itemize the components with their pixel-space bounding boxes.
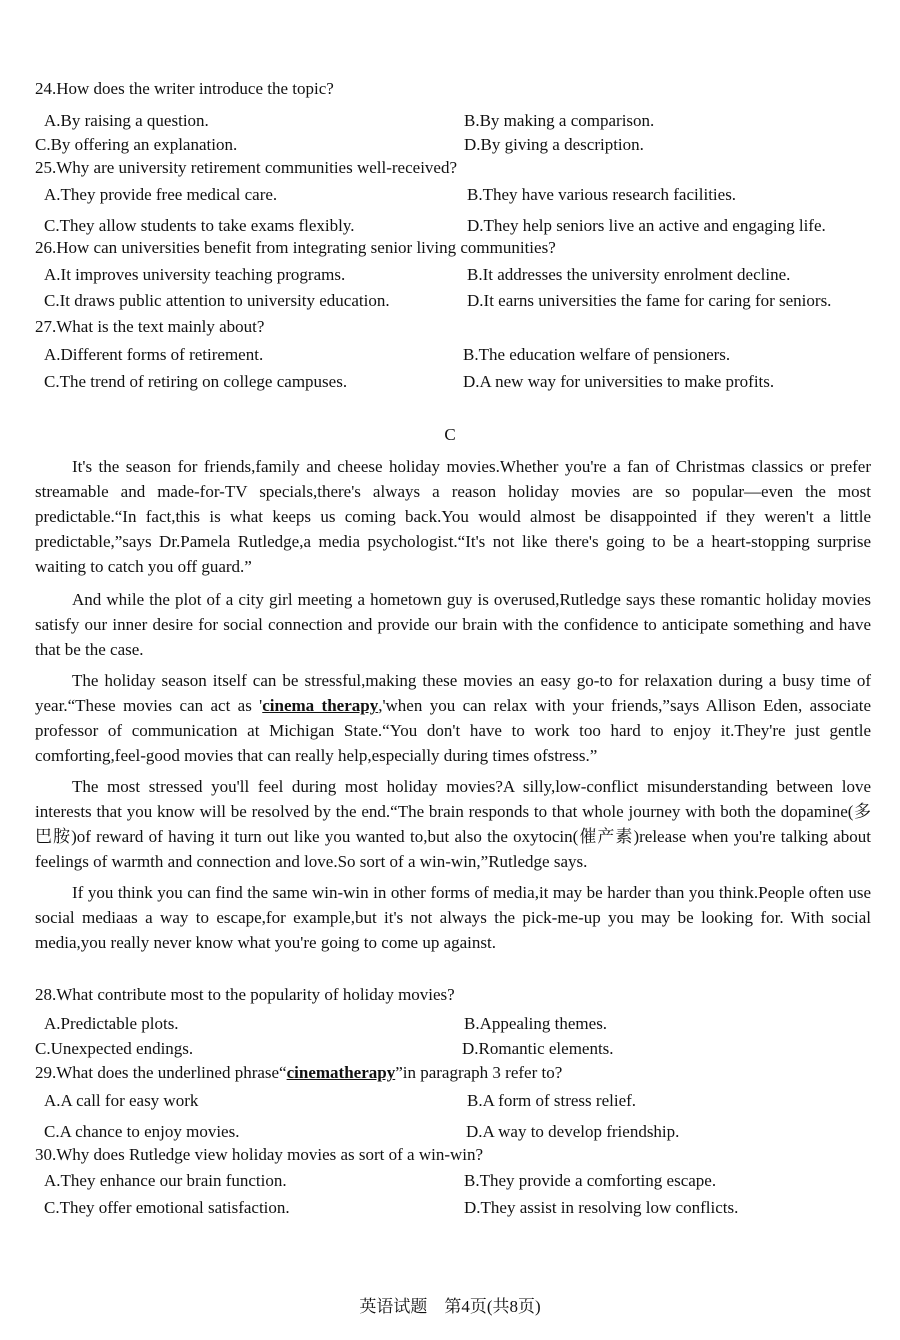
q27-option-d: D.A new way for universities to make profits. xyxy=(463,372,775,391)
q24-option-b: B.By making a comparison. xyxy=(464,111,655,130)
q29-stem-before: 29.What does the underlined phrase“ xyxy=(35,1063,287,1082)
q27-option-c: C.The trend of retiring on college campuses. xyxy=(44,372,348,391)
q30-option-b: B.They provide a comforting escape. xyxy=(464,1171,717,1190)
q29-option-b: B.A form of stress relief. xyxy=(467,1091,637,1110)
q28-option-c: C.Unexpected endings. xyxy=(35,1039,194,1058)
q26-option-c: C.It draws public attention to university education. xyxy=(44,291,390,310)
q29-option-c: C.A chance to enjoy movies. xyxy=(44,1122,240,1141)
passage-paragraph-1: It's the season for friends,family and cheese holiday movies.Whether you're a fan of Christmas classics or prefer streamable and made-for-TV specials,there's always a reason holiday movies are so popular—even the most predictable.“In fact,this is what keeps us coming back.You would almost be disappointed if they weren't a little predictable,”says Dr.Pamela Rutledge,a media psychologist.“It's not like there's going to be a heart-stopping surprise waiting to catch you off guard.” xyxy=(35,457,871,576)
question-24-stem: 24.How does the writer introduce the topic? xyxy=(35,79,334,98)
question-30-stem: 30.Why does Rutledge view holiday movies as sort of a win-win? xyxy=(35,1145,484,1164)
paragraph-3-text-after: ,'when you can relax with your friends,”says Allison Eden, associate professor of communication at Michigan State.“You don't have to work too hard to enjoy it.They're just gentle comforting,feel-good movies that can really help,especially during times ofstress.” xyxy=(35,696,872,765)
underlined-phrase-cinema-therapy: cinema therapy xyxy=(262,696,379,715)
q27-option-a: A.Different forms of retirement. xyxy=(44,345,264,364)
q30-option-c: C.They offer emotional satisfaction. xyxy=(44,1198,290,1217)
q25-option-b: B.They have various research facilities. xyxy=(467,185,737,204)
q30-option-d: D.They assist in resolving low conflicts. xyxy=(464,1198,739,1217)
q29-option-d: D.A way to develop friendship. xyxy=(466,1122,680,1141)
q28-option-a: A.Predictable plots. xyxy=(44,1014,179,1033)
q28-option-d: D.Romantic elements. xyxy=(462,1039,614,1058)
q24-option-a: A.By raising a question. xyxy=(44,111,209,130)
page-footer: 英语试题 第4页(共8页) xyxy=(359,1297,541,1316)
q27-option-b: B.The education welfare of pensioners. xyxy=(463,345,731,364)
passage-paragraph-3 xyxy=(35,668,871,768)
q29-stem-after: ”in paragraph 3 refer to? xyxy=(395,1063,563,1082)
q28-option-b: B.Appealing themes. xyxy=(464,1014,608,1033)
section-heading-c: C xyxy=(444,425,456,444)
q24-option-d: D.By giving a description. xyxy=(464,135,644,154)
q25-option-a: A.They provide free medical care. xyxy=(44,185,278,204)
question-25-stem: 25.Why are university retirement communities well-received? xyxy=(35,158,458,177)
passage-paragraph-4: The most stressed you'll feel during most holiday movies?A silly,low-conflict misunderstanding between love interests that you know will be resolved by the end.“The brain responds to that whole journey with both the dopamine(多巴胺)of reward of having it turn out like you wanted to,but also the oxytocin(催产素)release when you're talking about feelings of warmth and connection and love.So sort of a win-win,”Rutledge says. xyxy=(35,777,871,871)
q29-option-a: A.A call for easy work xyxy=(44,1091,199,1110)
question-27-stem: 27.What is the text mainly about? xyxy=(35,317,265,336)
q24-option-c: C.By offering an explanation. xyxy=(35,135,238,154)
q30-option-a: A.They enhance our brain function. xyxy=(44,1171,287,1190)
paragraph-3-text-before: The holiday season itself can be stressful,making these movies an easy go-to for relaxation during a busy time of year.“These movies can act as ' xyxy=(35,671,871,715)
q26-option-d: D.It earns universities the fame for caring for seniors. xyxy=(467,291,832,310)
q26-option-b: B.It addresses the university enrolment decline. xyxy=(467,265,791,284)
passage-paragraph-2: And while the plot of a city girl meeting a hometown guy is overused,Rutledge says these romantic holiday movies satisfy our inner desire for social connection and provide our brain with the confidence to anticipate something and have that be the case. xyxy=(35,590,871,659)
question-29-stem xyxy=(35,1063,562,1083)
q29-underlined-phrase: cinematherapy xyxy=(286,1063,396,1082)
q26-option-a: A.It improves university teaching programs. xyxy=(44,265,346,284)
q25-option-c: C.They allow students to take exams flexibly. xyxy=(44,216,355,235)
question-26-stem: 26.How can universities benefit from integrating senior living communities? xyxy=(35,238,556,257)
passage-paragraph-5: If you think you can find the same win-win in other forms of media,it may be harder than you think.People often use social mediaas a way to escape,for example,but it's not always the pick-me-up you may be looking for. With social media,you really never know what you're going to come up against. xyxy=(35,883,871,952)
q25-option-d: D.They help seniors live an active and engaging life. xyxy=(467,216,826,235)
question-28-stem: 28.What contribute most to the popularity of holiday movies? xyxy=(35,985,455,1004)
